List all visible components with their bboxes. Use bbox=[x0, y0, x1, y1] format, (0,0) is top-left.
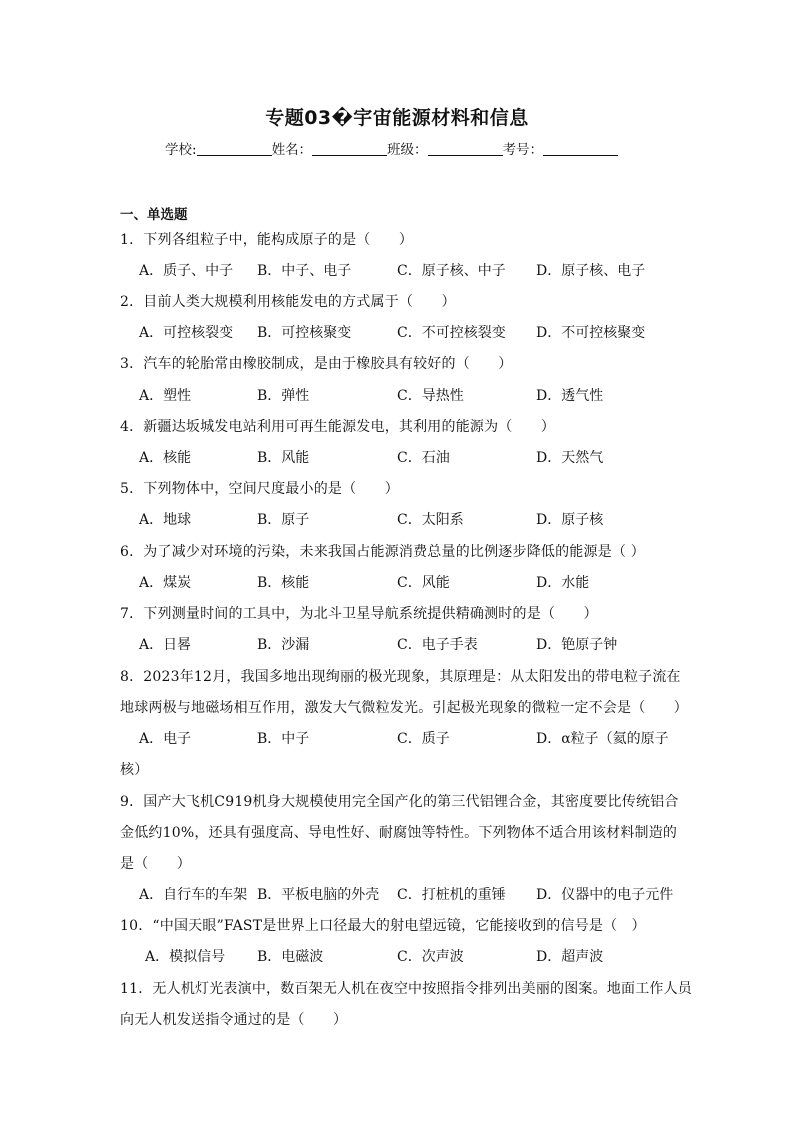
question-8-option-d-continuation: 核） bbox=[120, 762, 149, 778]
question-2-stem: 2．目前人类大规模利用核能发电的方式属于（ ） bbox=[120, 294, 456, 310]
option-b[interactable]: B．可控核聚变 bbox=[257, 325, 352, 341]
option-d[interactable]: D．不可控核聚变 bbox=[536, 325, 646, 341]
question-7-stem: 7．下列测量时间的工具中，为北斗卫星导航系统提供精确测时的是（ ） bbox=[120, 606, 598, 622]
option-a[interactable]: A．煤炭 bbox=[139, 575, 192, 591]
option-d[interactable]: D．原子核 bbox=[536, 512, 604, 528]
option-c[interactable]: C．风能 bbox=[397, 575, 450, 591]
option-c[interactable]: C．石油 bbox=[397, 450, 450, 466]
option-b[interactable]: B．原子 bbox=[257, 512, 310, 528]
option-c[interactable]: C．太阳系 bbox=[397, 512, 464, 528]
option-b[interactable]: B．沙漏 bbox=[257, 637, 310, 653]
option-b[interactable]: B．电磁波 bbox=[257, 949, 324, 965]
option-c[interactable]: C．原子核、中子 bbox=[397, 263, 506, 279]
name-blank[interactable] bbox=[312, 141, 387, 156]
option-d[interactable]: D．透气性 bbox=[536, 388, 604, 404]
option-c[interactable]: C．质子 bbox=[397, 731, 450, 747]
section-heading: 一、单选题 bbox=[120, 207, 188, 223]
option-a[interactable]: A．地球 bbox=[139, 512, 192, 528]
student-info-line bbox=[165, 138, 618, 158]
option-b[interactable]: B．风能 bbox=[257, 450, 310, 466]
option-d[interactable]: D．仪器中的电子元件 bbox=[536, 887, 674, 903]
option-a[interactable]: A．核能 bbox=[139, 450, 192, 466]
option-c[interactable]: C．次声波 bbox=[397, 949, 464, 965]
option-a[interactable]: A．模拟信号 bbox=[145, 949, 226, 965]
question-3-stem: 3．汽车的轮胎常由橡胶制成，是由于橡胶具有较好的（ ） bbox=[120, 356, 513, 372]
question-4-stem: 4．新疆达坂城发电站利用可再生能源发电，其利用的能源为（ ） bbox=[120, 419, 556, 435]
question-6-stem: 6．为了减少对环境的污染，未来我国占能源消费总量的比例逐步降低的能源是（ ） bbox=[120, 544, 645, 560]
question-10-stem: 10．“中国天眼”FAST是世界上口径最大的射电望远镜，它能接收到的信号是（ ） bbox=[120, 918, 646, 934]
question-1-stem: 1．下列各组粒子中，能构成原子的是（ ） bbox=[120, 232, 414, 248]
school-label: 学校: bbox=[165, 142, 197, 158]
option-a[interactable]: A．日晷 bbox=[139, 637, 192, 653]
option-a[interactable]: A．质子、中子 bbox=[139, 263, 234, 279]
option-a[interactable]: A．自行车的车架 bbox=[139, 887, 248, 903]
question-11-stem-line-2: 向无人机发送指令通过的是（ ） bbox=[120, 1012, 348, 1028]
option-b[interactable]: B．核能 bbox=[257, 575, 310, 591]
option-d[interactable]: D．原子核、电子 bbox=[536, 263, 646, 279]
option-d[interactable]: D．α粒子（氦的原子 bbox=[536, 731, 669, 747]
class-blank[interactable] bbox=[428, 141, 503, 156]
question-9-stem-line-1: 9．国产大飞机C919机身大规模使用完全国产化的第三代铝锂合金，其密度要比传统铝合 bbox=[120, 794, 679, 810]
option-c[interactable]: C．电子手表 bbox=[397, 637, 478, 653]
option-c[interactable]: C．打桩机的重锤 bbox=[397, 887, 506, 903]
option-a[interactable]: A．电子 bbox=[139, 731, 192, 747]
class-label: 班级： bbox=[387, 142, 428, 158]
question-11-stem-line-1: 11．无人机灯光表演中，数百架无人机在夜空中按照指令排列出美丽的图案。地面工作人员 bbox=[120, 981, 693, 997]
option-d[interactable]: D．铯原子钟 bbox=[536, 637, 618, 653]
option-d[interactable]: D．天然气 bbox=[536, 450, 604, 466]
exam-number-label: 考号： bbox=[502, 142, 544, 158]
option-d[interactable]: D．水能 bbox=[536, 575, 590, 591]
option-c[interactable]: C．导热性 bbox=[397, 388, 464, 404]
option-b[interactable]: B．中子 bbox=[257, 731, 310, 747]
school-blank[interactable] bbox=[197, 141, 272, 156]
question-8-stem-line-1: 8．2023年12月，我国多地出现绚丽的极光现象，其原理是：从太阳发出的带电粒子流在 bbox=[120, 669, 681, 685]
option-a[interactable]: A．塑性 bbox=[139, 388, 192, 404]
question-9-stem-line-3: 是（ ） bbox=[120, 856, 191, 872]
exam-number-blank[interactable] bbox=[543, 141, 618, 156]
question-8-stem-line-2: 地球两极与地磁场相互作用，激发大气微粒发光。引起极光现象的微粒一定不会是（ ） bbox=[120, 700, 688, 716]
option-a[interactable]: A．可控核裂变 bbox=[139, 325, 234, 341]
option-d[interactable]: D．超声波 bbox=[536, 949, 604, 965]
option-b[interactable]: B．中子、电子 bbox=[257, 263, 352, 279]
page-title: 专题03�宇宙能源材料和信息 bbox=[265, 107, 529, 129]
name-label: 姓名： bbox=[271, 142, 313, 158]
option-c[interactable]: C．不可控核裂变 bbox=[397, 325, 506, 341]
option-b[interactable]: B．平板电脑的外壳 bbox=[257, 887, 380, 903]
question-5-stem: 5．下列物体中，空间尺度最小的是（ ） bbox=[120, 481, 399, 497]
question-9-stem-line-2: 金低约10%，还具有强度高、导电性好、耐腐蚀等特性。下列物体不适合用该材料制造的 bbox=[120, 825, 678, 841]
option-b[interactable]: B．弹性 bbox=[257, 388, 310, 404]
